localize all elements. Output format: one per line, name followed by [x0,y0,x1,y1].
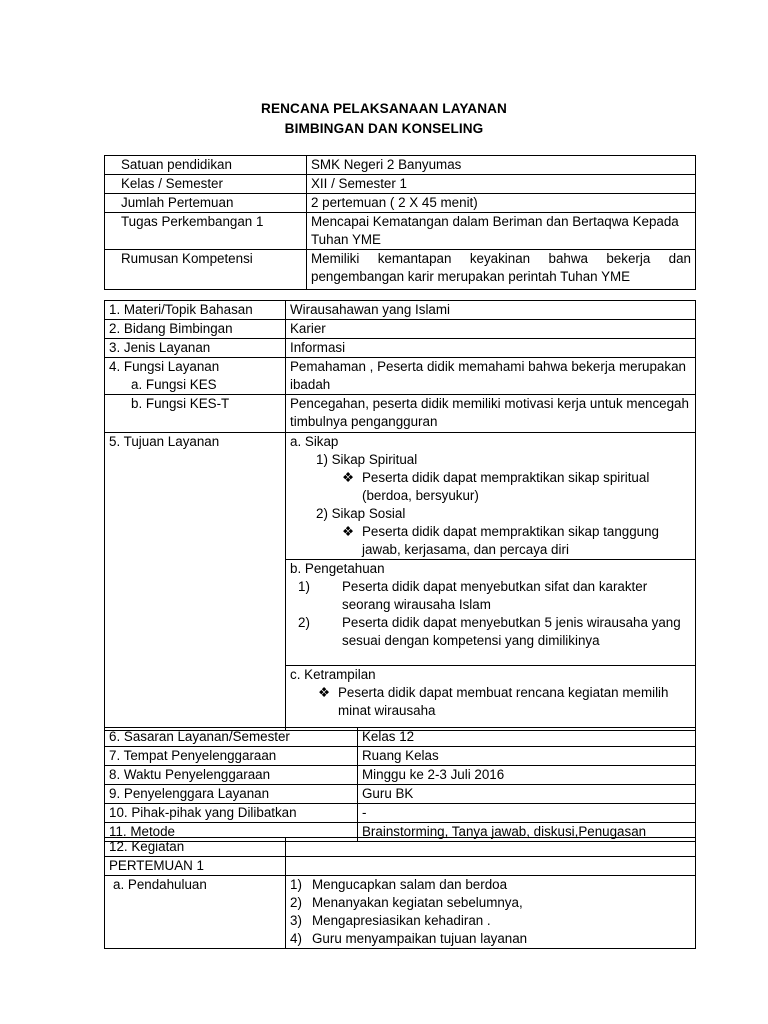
identity-value: Memiliki kemantapan keyakinan bahwa bekerja dan pengembangan karir merupakan perintah Tuhan YME [307,250,696,290]
logistics-value: Guru BK [358,785,696,804]
details-row [105,320,696,339]
fungsi-kest-label: b. Fungsi KES-T [131,396,230,411]
list-item: 1) Mengucapkan salam dan berdoa [290,877,508,892]
logistics-value: Kelas 12 [358,728,696,747]
jenis-label: 3. Jenis Layanan [105,339,286,358]
logistics-label: 7. Tempat Penyelenggaraan [105,747,358,766]
logistics-row [105,804,696,823]
diamond-bullet-icon: ❖ [342,470,355,485]
logistics-label: 10. Pihak-pihak yang Dilibatkan [105,804,358,823]
tujuan-pengetahuan-cell [286,560,696,666]
logistics-value: - [358,804,696,823]
identity-row [105,250,696,290]
identity-row [105,213,696,250]
list-item: 3) Mengapresiasikan kehadiran . [290,913,491,928]
tujuan-ketrampilan-cell [286,666,696,731]
tujuan-sikap-cell [286,433,696,560]
ketrampilan-item: ❖ Peserta didik dapat membuat rencana kegiatan memilih minat wirausaha [318,685,669,718]
identity-value: SMK Negeri 2 Banyumas [307,156,696,175]
doc-title-line1: RENCANA PELAKSANAAN LAYANAN [261,101,507,116]
diamond-bullet-icon: ❖ [318,685,331,700]
materi-value: Wirausahawan yang Islami [286,301,696,320]
identity-row [105,156,696,175]
pengetahuan-heading: b. Pengetahuan [290,561,385,576]
sikap-heading: a. Sikap [290,434,339,449]
details-row [105,395,696,433]
doc-title-line2: BIMBINGAN DAN KONSELING [284,121,484,136]
materi-label: 1. Materi/Topik Bahasan [105,301,286,320]
details-row [105,358,696,395]
identity-label: Kelas / Semester [105,175,307,194]
spiritual-item: ❖ Peserta didik dapat mempraktikan sikap spiritual (berdoa, bersyukur) [342,470,650,503]
pendahuluan-list [286,876,696,949]
logistics-row [105,785,696,804]
identity-value: Mencapai Kematangan dalam Beriman dan Bertaqwa Kepada Tuhan YME [307,213,696,250]
details-table [104,300,696,731]
details-row [105,433,696,560]
logistics-label: 8. Waktu Penyelenggaraan [105,766,358,785]
logistics-label: 9. Penyelenggara Layanan [105,785,358,804]
logistics-label: 11. Metode [105,823,358,842]
ketrampilan-heading: c. Ketrampilan [290,667,376,682]
identity-row [105,175,696,194]
kegiatan-label: 12. Kegiatan [105,838,286,857]
logistics-table [104,727,696,842]
identity-value: 2 pertemuan ( 2 X 45 menit) [307,194,696,213]
sosial-heading: 2) Sikap Sosial [316,506,406,521]
logistics-value: Ruang Kelas [358,747,696,766]
fungsi-kes-label: a. Fungsi KES [131,377,217,392]
kegiatan-table [104,837,696,949]
list-item: 2) Menanyakan kegiatan sebelumnya, [290,895,523,910]
bidang-label: 2. Bidang Bimbingan [105,320,286,339]
details-row [105,301,696,320]
kegiatan-row [105,838,696,857]
kegiatan-row [105,857,696,876]
logistics-row [105,766,696,785]
sosial-item: ❖ Peserta didik dapat mempraktikan sikap tanggung jawab, kerjasama, dan percaya diri [342,524,660,557]
identity-value: XII / Semester 1 [307,175,696,194]
kegiatan-row [105,876,696,949]
logistics-label: 6. Sasaran Layanan/Semester [105,728,358,747]
pertemuan-label: PERTEMUAN 1 [105,857,286,876]
logistics-value: Brainstorming, Tanya jawab, diskusi,Penugasan [358,823,696,842]
identity-label: Rumusan Kompetensi [105,250,307,290]
identity-row [105,194,696,213]
pendahuluan-label: a. Pendahuluan [113,877,207,892]
identity-table [104,155,696,290]
pengetahuan-item: 2) Peserta didik dapat menyebutkan 5 jenis wirausaha yang sesuai dengan kompetensi yang dimilikinya [298,615,681,648]
jenis-value: Informasi [286,339,696,358]
logistics-row [105,747,696,766]
list-item: 4) Guru menyampaikan tujuan layanan [290,931,528,946]
tujuan-label: 5. Tujuan Layanan [105,433,286,731]
spiritual-heading: 1) Sikap Spiritual [316,452,418,467]
fungsi-kest-value: Pencegahan, peserta didik memiliki motivasi kerja untuk mencegah timbulnya pengangguran [286,395,696,433]
identity-label: Jumlah Pertemuan [105,194,307,213]
fungsi-kes-value: Pemahaman , Peserta didik memahami bahwa bekerja merupakan ibadah [286,358,696,395]
identity-label: Tugas Perkembangan 1 [105,213,307,250]
fungsi-label: 4. Fungsi Layanan [109,359,220,374]
details-row [105,339,696,358]
pengetahuan-item: 1) Peserta didik dapat menyebutkan sifat dan karakter seorang wirausaha Islam [298,579,648,612]
bidang-value: Karier [286,320,696,339]
diamond-bullet-icon: ❖ [342,524,355,539]
identity-label: Satuan pendidikan [105,156,307,175]
logistics-value: Minggu ke 2-3 Juli 2016 [358,766,696,785]
logistics-row [105,728,696,747]
